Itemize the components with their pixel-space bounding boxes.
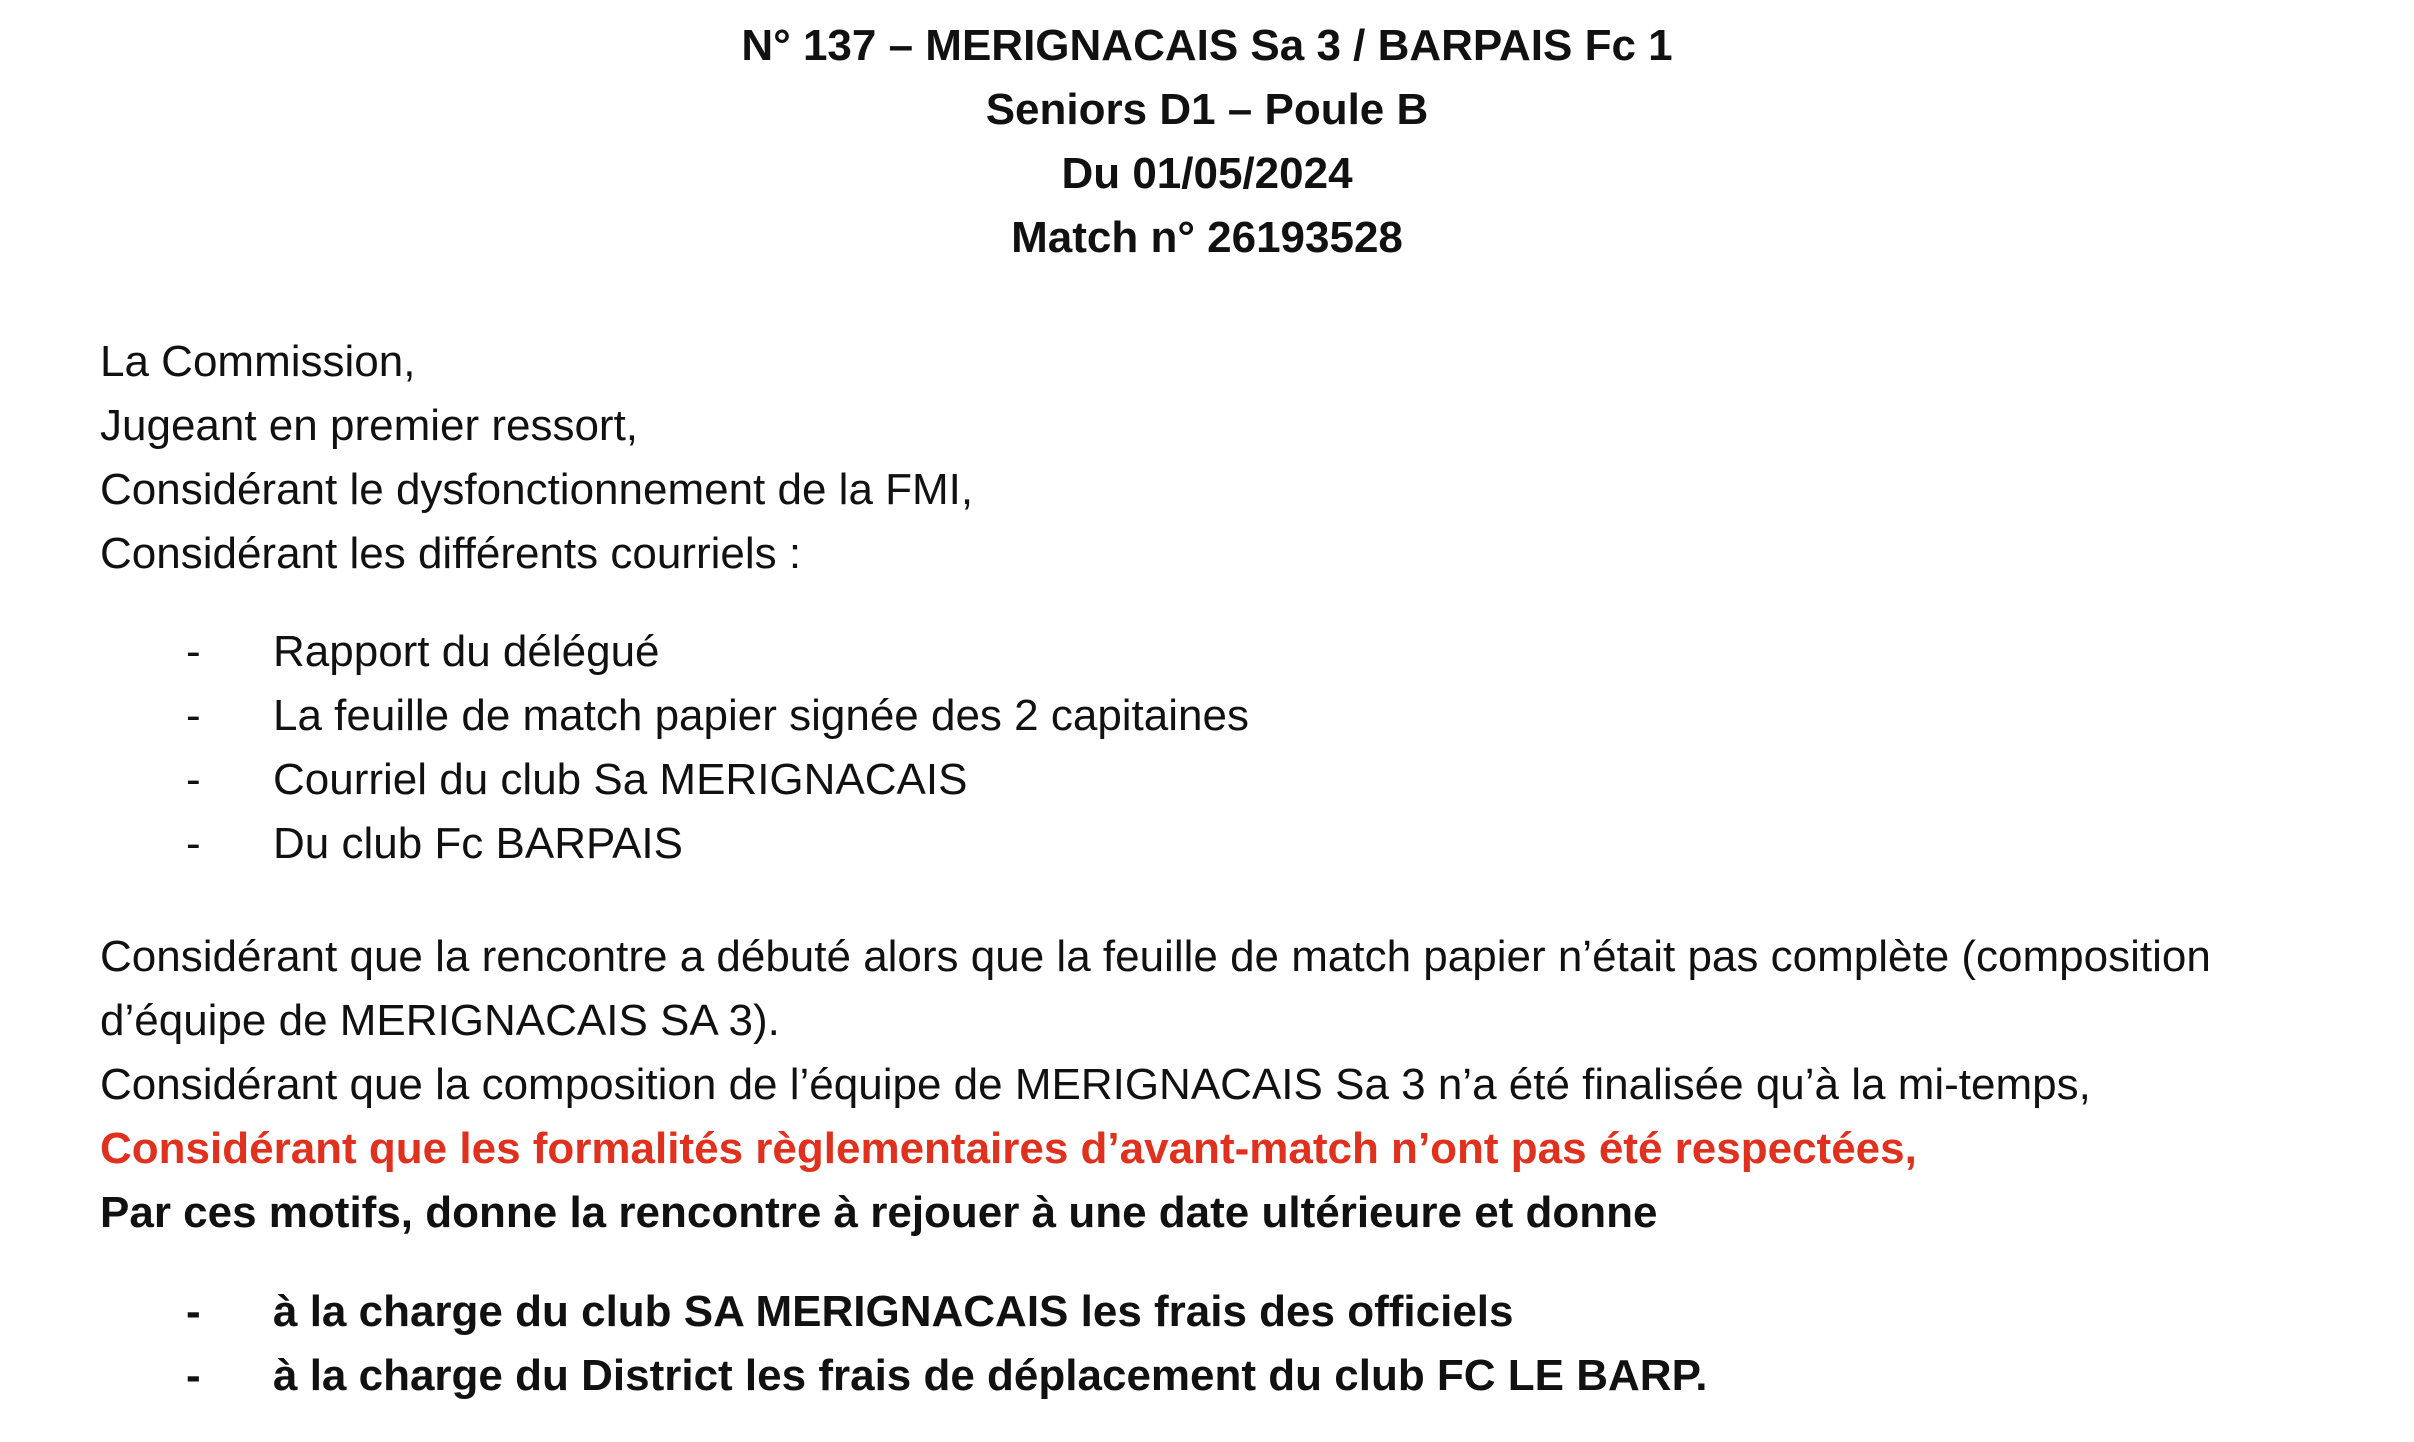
- list-item-text: La feuille de match papier signée des 2 capitaines: [273, 691, 1249, 740]
- list-dash: -: [186, 755, 201, 804]
- match-date: Du 01/05/2024: [1061, 149, 1353, 198]
- list-item: [0, 1280, 2414, 1344]
- list-dash: -: [186, 691, 201, 740]
- considerant-line: Considérant que la rencontre a débuté alors que la feuille de match papier n’était pas complète (composition: [100, 932, 2211, 981]
- list-item: [0, 1344, 2414, 1408]
- list-item-text: à la charge du District les frais de déplacement du club FC LE BARP.: [273, 1351, 1708, 1400]
- intro-line: Jugeant en premier ressort,: [100, 401, 639, 450]
- match-title: N° 137 – MERIGNACAIS Sa 3 / BARPAIS Fc 1: [741, 21, 1673, 70]
- document-header: [0, 14, 2414, 270]
- considerants-paragraph: [100, 925, 2400, 1245]
- highlighted-considerant: Considérant que les formalités règlementaires d’avant-match n’ont pas été respectées,: [100, 1124, 1917, 1173]
- list-item-text: Courriel du club Sa MERIGNACAIS: [273, 755, 968, 804]
- documents-list: [0, 620, 2414, 876]
- intro-line: Considérant les différents courriels :: [100, 529, 802, 578]
- considerant-line: Considérant que la composition de l’équipe de MERIGNACAIS Sa 3 n’a été finalisée qu’à la mi-temps,: [100, 1060, 2091, 1109]
- list-item: [0, 620, 2414, 684]
- motifs-line: Par ces motifs, donne la rencontre à rejouer à une date ultérieure et donne: [100, 1188, 1658, 1237]
- list-dash: -: [186, 1287, 201, 1336]
- list-dash: -: [186, 819, 201, 868]
- competition-label: Seniors D1 – Poule B: [985, 85, 1429, 134]
- list-item: [0, 748, 2414, 812]
- considerant-line: d’équipe de MERIGNACAIS SA 3).: [100, 996, 780, 1045]
- intro-paragraph: [100, 330, 2400, 586]
- list-item-text: à la charge du club SA MERIGNACAIS les frais des officiels: [273, 1287, 1514, 1336]
- list-item-text: Du club Fc BARPAIS: [273, 819, 683, 868]
- match-number: Match n° 26193528: [1011, 213, 1403, 262]
- list-dash: -: [186, 1351, 201, 1400]
- intro-line: Considérant le dysfonctionnement de la FMI,: [100, 465, 974, 514]
- decision-list: [0, 1280, 2414, 1408]
- list-item-text: Rapport du délégué: [273, 627, 660, 676]
- list-dash: -: [186, 627, 201, 676]
- list-item: [0, 684, 2414, 748]
- list-item: [0, 812, 2414, 876]
- intro-line: La Commission,: [100, 337, 416, 386]
